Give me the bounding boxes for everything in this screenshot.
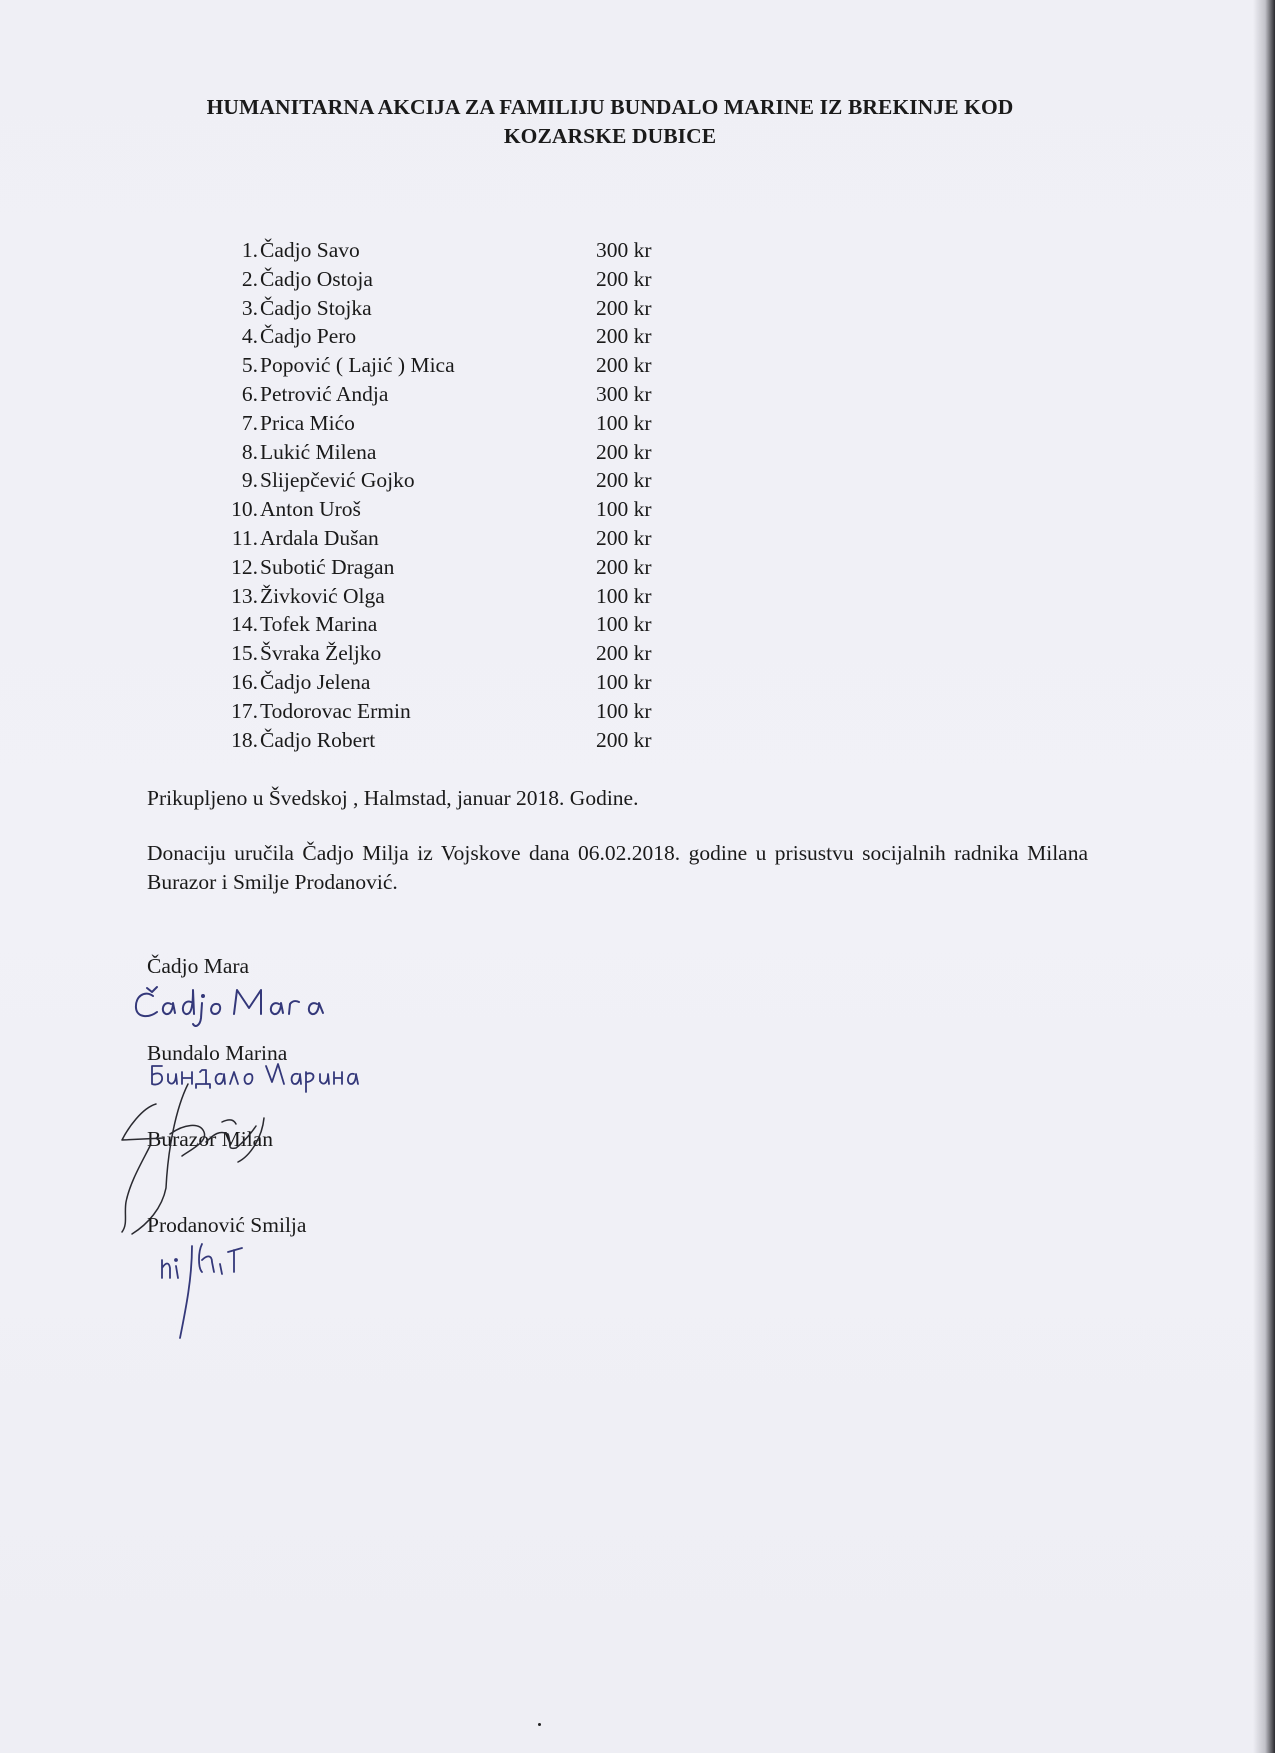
donor-name: Živković Olga	[260, 583, 385, 608]
donor-row	[218, 351, 678, 380]
donor-row	[218, 265, 678, 294]
donor-row	[218, 726, 678, 755]
donor-name: Lukić Milena	[260, 439, 377, 464]
signature-cadjo-mara	[133, 982, 333, 1032]
donor-amount: 300 kr	[596, 238, 652, 262]
donor-amount: 100 kr	[596, 669, 652, 694]
donor-number: 6.	[241, 381, 258, 406]
donor-number: 16.	[231, 669, 258, 694]
document-title	[130, 93, 1090, 151]
donor-name: Čadjo Ostoja	[260, 266, 373, 291]
donor-row	[218, 524, 678, 553]
donor-name: Anton Uroš	[260, 497, 361, 522]
donor-number: 17.	[231, 698, 258, 723]
signer-name-prodanovic-smilja: Prodanović Smilja	[147, 1213, 307, 1237]
collection-note: Prikupljeno u Švedskoj , Halmstad, januar 2018. Godine.	[147, 786, 639, 810]
donor-name: Čadjo Robert	[260, 727, 376, 752]
donor-amount: 200 kr	[596, 554, 652, 579]
donor-amount: 100 kr	[596, 698, 652, 723]
donor-row	[218, 697, 678, 726]
donor-row	[218, 495, 678, 524]
donor-number: 8.	[241, 439, 258, 464]
donor-row	[218, 668, 678, 697]
donor-number: 1.	[241, 238, 258, 262]
donor-name: Švraka Željko	[260, 641, 382, 666]
donor-number: 18.	[231, 727, 258, 752]
donor-row	[218, 409, 678, 438]
donor-row	[218, 236, 678, 265]
donor-name: Čadjo Pero	[260, 324, 357, 349]
donor-amount: 100 kr	[596, 410, 652, 435]
donor-number: 12.	[231, 554, 258, 579]
donor-name: Ardala Dušan	[260, 525, 379, 550]
scan-speck	[538, 1723, 541, 1726]
title-line-2: KOZARSKE DUBICE	[503, 124, 717, 148]
donor-amount: 200 kr	[596, 353, 652, 378]
donor-amount: 200 kr	[596, 295, 652, 320]
donor-name: Subotić Dragan	[260, 554, 395, 579]
donor-amount: 300 kr	[596, 381, 652, 406]
donor-number: 4.	[241, 324, 258, 349]
signer-name-bundalo-marina: Bundalo Marina	[147, 1041, 288, 1065]
donor-name: Petrović Andja	[260, 381, 389, 406]
donor-amount: 200 kr	[596, 439, 652, 464]
donor-name: Todorovac Ermin	[260, 698, 411, 723]
signer-name-cadjo-mara: Čadjo Mara	[147, 954, 250, 978]
donor-number: 13.	[231, 583, 258, 608]
donor-name: Prica Mićo	[260, 410, 355, 435]
donor-row	[218, 380, 678, 409]
donor-row	[218, 294, 678, 323]
donor-amount: 200 kr	[596, 266, 652, 291]
donation-note: Donaciju uručila Čadjo Milja iz Vojskove dana 06.02.2018. godine u prisustvu socijalnih radnika Milana Burazor i Smilje Prodanović.	[147, 841, 1088, 894]
donor-number: 15.	[231, 641, 258, 666]
donor-amount: 200 kr	[596, 727, 652, 752]
donor-name: Čadjo Savo	[260, 238, 360, 262]
signature-prodanovic-smilja	[158, 1238, 288, 1343]
donor-amount: 200 kr	[596, 641, 652, 666]
donor-number: 5.	[241, 353, 258, 378]
donor-amount: 200 kr	[596, 525, 652, 550]
donor-number: 14.	[231, 612, 258, 637]
donor-number: 3.	[241, 295, 258, 320]
donor-number: 7.	[241, 410, 258, 435]
donor-amount: 100 kr	[596, 583, 652, 608]
donor-amount: 200 kr	[596, 324, 652, 349]
donor-name: Čadjo Stojka	[260, 295, 372, 320]
donor-row	[218, 582, 678, 611]
donor-amount: 200 kr	[596, 468, 652, 493]
donor-number: 10.	[231, 497, 258, 522]
donor-number: 2.	[241, 266, 258, 291]
donor-name: Popović ( Lajić ) Mica	[260, 353, 455, 378]
donor-list	[218, 236, 678, 754]
donor-name: Čadjo Jelena	[260, 669, 371, 694]
donor-row	[218, 466, 678, 495]
donor-row	[218, 322, 678, 351]
donor-row	[218, 553, 678, 582]
donor-row	[218, 438, 678, 467]
donor-name: Slijepčević Gojko	[260, 468, 415, 493]
donor-row	[218, 639, 678, 668]
donor-amount: 100 kr	[596, 497, 652, 522]
donor-name: Tofek Marina	[260, 612, 378, 637]
title-line-1: HUMANITARNA AKCIJA ZA FAMILIJU BUNDALO MARINE IZ BREKINJE KOD	[206, 95, 1014, 119]
donor-number: 9.	[241, 468, 258, 493]
donor-number: 11.	[231, 525, 258, 550]
signer-name-burazor-milan: Burazor Milan	[147, 1127, 273, 1151]
donor-row	[218, 610, 678, 639]
donor-amount: 100 kr	[596, 612, 652, 637]
scan-edge-shadow	[1253, 0, 1275, 1753]
